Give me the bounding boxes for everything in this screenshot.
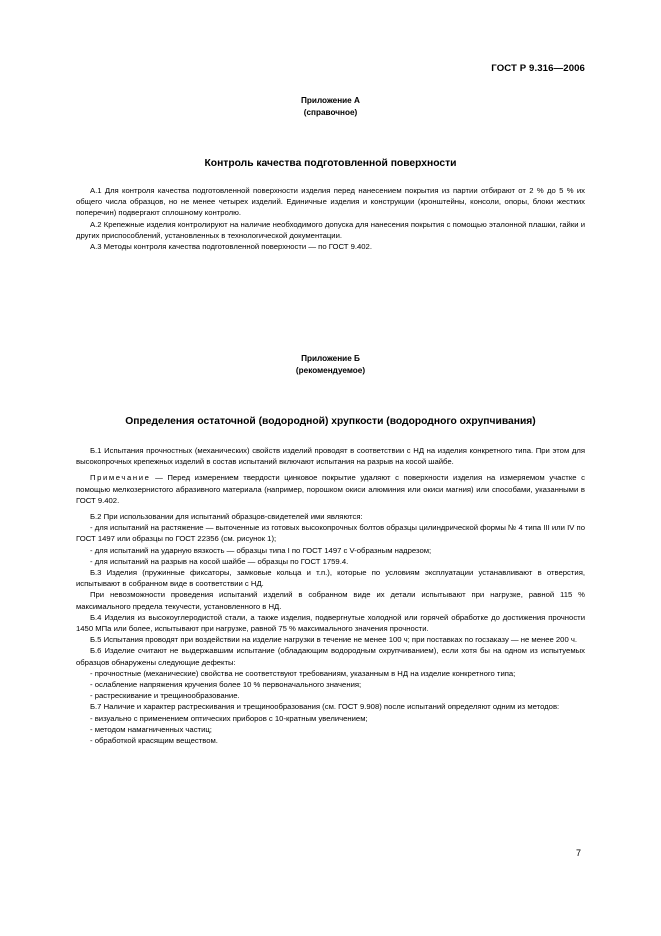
- paragraph-b4: Б.4 Изделия из высокоуглеродистой стали, а также изделия, подвергнутые холодной или горячей обработке до достижения прочности 1450 МПа или более, испытывают при нагрузке, равной 75 % максимального значения прочности.: [76, 612, 585, 634]
- annex-a-heading: Контроль качества подготовленной поверхности: [204, 158, 457, 169]
- annex-b-body: [76, 445, 585, 746]
- note-paragraph: [76, 472, 585, 506]
- list-item: - для испытаний на растяжение — выточенные из готовых высокопрочных болтов образцы цилиндрической формы № 4 типа III или IV по ГОСТ 1497 или образцы по ГОСТ 22356 (см. рисунок 1);: [76, 523, 585, 544]
- paragraph-a3: А.3 Методы контроля качества подготовленной поверхности — по ГОСТ 9.402.: [90, 242, 372, 252]
- list-item: - ослабление напряжения кручения более 10 % первоначального значения;: [90, 680, 362, 690]
- list-item: - прочностные (механические) свойства не соответствуют требованиям, указанным в НД на изделие конкретного типа;: [90, 668, 516, 678]
- page-number: 7: [575, 848, 581, 858]
- paragraph-b1: Б.1 Испытания прочностных (механических) свойств изделий проводят в соответствии с НД на изделия конкретного типа. При этом для высокопрочных крепежных изделий в состав испытаний включают испытания на разрыв на косой шайбе.: [76, 446, 585, 467]
- paragraph-b7: Б.7 Наличие и характер растрескивания и трещинообразования (см. ГОСТ 9.908) после испытаний определяют одним из методов:: [90, 702, 560, 712]
- annex-b-header: [0, 353, 661, 377]
- annex-b-heading: Определения остаточной (водородной) хрупкости (водородного охрупчивания): [125, 416, 536, 427]
- list-item: - для испытаний на разрыв на косой шайбе — образцы по ГОСТ 1759.4.: [90, 556, 349, 566]
- annex-a-title: Приложение А: [301, 96, 360, 105]
- list-item: - методом намагниченных частиц;: [90, 724, 212, 734]
- paragraph-b6: Б.6 Изделие считают не выдержавшим испытание (обладающим водородным охрупчиванием), если хотя бы на одном из испытуемых образцов обнаружены следующие дефекты:: [76, 646, 585, 667]
- list-item: - обработкой красящим веществом.: [90, 736, 218, 746]
- annex-b-title: Приложение Б: [301, 354, 360, 363]
- document-code: ГОСТ Р 9.316—2006: [491, 63, 585, 74]
- paragraph-a2: А.2 Крепежные изделия контролируют на наличие необходимого допуска для нанесения покрытия с помощью эталонной плашки, гайки и других приспособлений, установленных в технологической документации.: [76, 219, 585, 240]
- annex-a-subtitle: (справочное): [303, 108, 358, 117]
- paragraph-b5: Б.5 Испытания проводят при воздействии на изделие нагрузки в течение не менее 100 ч; при поставках по госзаказу — не менее 200 ч.: [90, 635, 578, 645]
- note-text: — Перед измерением твердости цинковое покрытие удаляют с поверхности изделия на измеряемом участке с помощью мелкозернистого абразивного материала (например, порошком окиси алюминия или окиси магния) или способами, указанными в ГОСТ 9.402.: [76, 473, 585, 505]
- list-item: - растрескивание и трещинообразование.: [90, 691, 240, 701]
- paragraph-b3-cont: При невозможности проведения испытаний изделий в собранном виде их детали испытывают при нагрузке, равной 115 % максимального предела текучести, установленного в НД.: [76, 590, 585, 611]
- note-label: Примечание: [90, 473, 151, 483]
- annex-b-subtitle: (рекомендуемое): [295, 366, 366, 375]
- list-item: - для испытаний на ударную вязкость — образцы типа I по ГОСТ 1497 с V-образным надрезом;: [90, 545, 432, 555]
- paragraph-b2: Б.2 При использовании для испытаний образцов-свидетелей ими являются:: [90, 512, 363, 522]
- paragraph-a1: А.1 Для контроля качества подготовленной поверхности изделия перед нанесением покрытия из партии отбирают от 2 % до 5 % их общего числа образцов, но не менее четырех изделий. Единичные изделия и конструкции (кронштейны, консоли, опоры, блоки жестких поперечин) подвергают сплошному контролю.: [76, 186, 585, 218]
- paragraph-b3: Б.3 Изделия (пружинные фиксаторы, замковые кольца и т.п.), которые по условиям эксплуатации устанавливают в отверстия, испытывают в собранном виде в соответствии с НД.: [76, 568, 585, 589]
- annex-a-header: [0, 95, 661, 119]
- annex-a-body: [76, 185, 585, 252]
- list-item: - визуально с применением оптических приборов с 10-кратным увеличением;: [90, 713, 368, 723]
